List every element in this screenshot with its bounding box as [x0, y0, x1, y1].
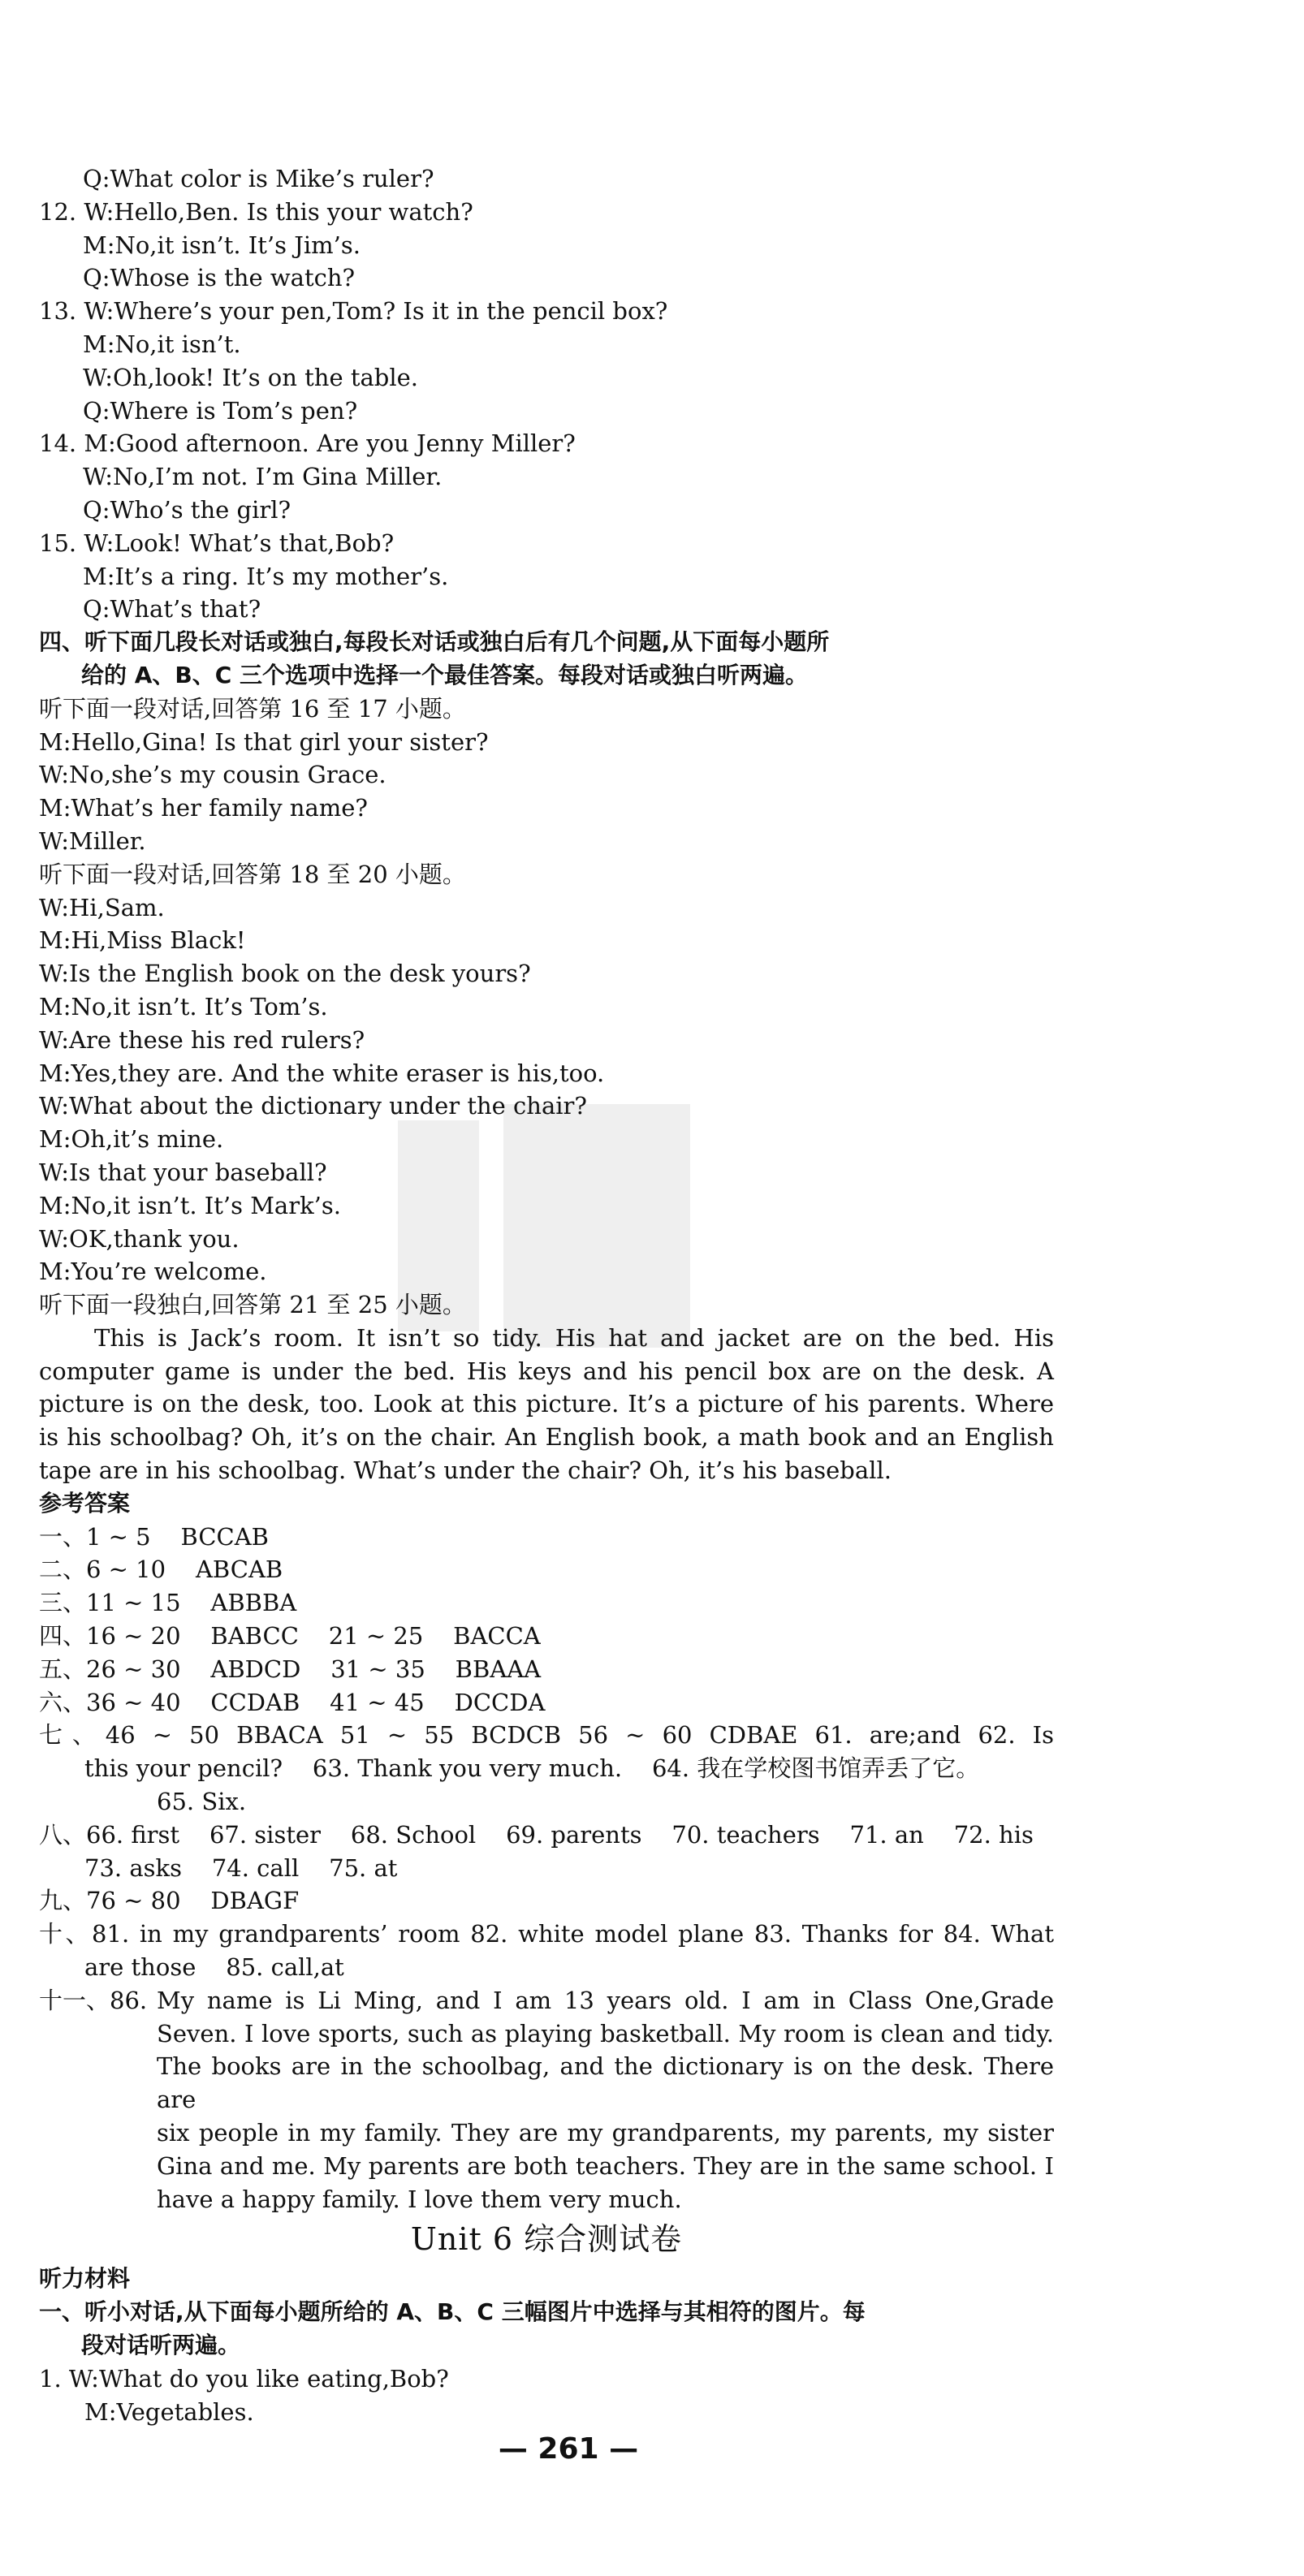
essay-line: six people in my family. They are my grandparents, my parents, my sister	[157, 2119, 1054, 2147]
transcript-line: W:Miller.	[39, 826, 146, 855]
transcript-line: Q:Whose is the watch?	[83, 264, 356, 292]
essay-line: Gina and me. My parents are both teachers. They are in the same school. I	[157, 2151, 1054, 2180]
answer-line: this your pencil? 63. Thank you very much. 64. 我在学校图书馆弄丢了它。	[84, 1754, 980, 1783]
transcript-line: M:What’s her family name?	[39, 794, 368, 822]
transcript-line: W:Oh,look! It’s on the table.	[83, 363, 419, 391]
answer-line: 一、1 ~ 5 BCCAB	[39, 1522, 269, 1551]
section-heading-line: 段对话听两遍。	[81, 2332, 241, 2358]
answer-line: 二、6 ~ 10 ABCAB	[39, 1556, 283, 1584]
answer-line: 六、36 ~ 40 CCDAB 41 ~ 45 DCCDA	[39, 1688, 546, 1716]
transcript-line: W:What about the dictionary under the chair?	[39, 1092, 587, 1120]
listening-questions-11-15	[39, 162, 1054, 626]
transcript-line: M:Oh,it’s mine.	[39, 1125, 224, 1154]
transcript-line: 13. W:Where’s your pen,Tom? Is it in the pencil box?	[39, 297, 668, 326]
essay-line: My name is Li Ming, and I am 13 years old. I am in Class One,Grade	[157, 1986, 1054, 2014]
answer-line: 八、66. first 67. sister 68. School 69. parents 70. teachers 71. an 72. his	[39, 1820, 1034, 1849]
essay-line: have a happy family. I love them very much.	[157, 2185, 682, 2213]
transcript-line: M:It’s a ring. It’s my mother’s.	[83, 562, 449, 590]
transcript-line: Q:Who’s the girl?	[83, 495, 291, 524]
transcript-line: M:Hello,Gina! Is that girl your sister?	[39, 727, 489, 756]
section-1-heading	[39, 2296, 1054, 2362]
transcript-line: M:No,it isn’t. It’s Tom’s.	[39, 992, 328, 1020]
section-heading-line: 给的 A、B、C 三个选项中选择一个最佳答案。每段对话或独白听两遍。	[81, 661, 809, 688]
transcript-line: W:Hi,Sam.	[39, 893, 165, 921]
essay-number: 十一、86.	[39, 1986, 148, 2014]
dialog-transcripts	[39, 693, 1054, 1322]
transcript-line: 听下面一段独白,回答第 21 至 25 小题。	[39, 1291, 466, 1319]
unit-title: Unit 6 综合测试卷	[410, 2221, 683, 2258]
transcript-line: W:No,I’m not. I’m Gina Miller.	[83, 463, 443, 491]
transcript-line: W:No,she’s my cousin Grace.	[39, 761, 386, 789]
transcript-line: 12. W:Hello,Ben. Is this your watch?	[39, 197, 473, 226]
answer-line: 五、26 ~ 30 ABDCD 31 ~ 35 BBAAA	[39, 1655, 542, 1683]
transcript-line: M:Hi,Miss Black!	[39, 926, 246, 955]
transcript-line: M:You’re welcome.	[39, 1258, 267, 1286]
transcript-line: Q:What color is Mike’s ruler?	[83, 165, 434, 192]
answer-line: 三、11 ~ 15 ABBBA	[39, 1589, 297, 1617]
content-column	[39, 162, 1054, 2428]
answer-key	[39, 1521, 1054, 1984]
transcript-line: W:OK,thank you.	[39, 1224, 240, 1253]
answer-line: 四、16 ~ 20 BABCC 21 ~ 25 BACCA	[39, 1622, 541, 1650]
transcript-line: 15. W:Look! What’s that,Bob?	[39, 529, 395, 557]
transcript-line: 听下面一段对话,回答第 18 至 20 小题。	[39, 860, 466, 888]
answer-line: 65. Six.	[157, 1788, 247, 1816]
section-4-heading	[39, 626, 1054, 693]
answer-line: 九、76 ~ 80 DBAGF	[39, 1887, 300, 1915]
answer-line: are those 85. call,at	[84, 1953, 344, 1982]
answer-line: 七、46 ~ 50 BBACA 51 ~ 55 BCDCB 56 ~ 60 CDBAE 61. are;and 62. Is	[39, 1721, 1054, 1750]
transcript-line: 听下面一段对话,回答第 16 至 17 小题。	[39, 694, 466, 723]
transcript-line: M:No,it isn’t.	[83, 330, 241, 358]
monologue-paragraph: This is Jack’s room. It isn’t so tidy. His hat and jacket are on the bed. His computer game is under the bed. His keys and his pencil box are on the desk. A picture is on the desk, too. Look at this picture. It’s a picture of his parents. Where is his schoolbag? Oh, it’s on the chair. An English book, a math book and an English tape are in his schoolbag. What’s under the chair? Oh, it’s his baseball.	[39, 1323, 1054, 1485]
transcript-line: Q:What’s that?	[83, 595, 261, 624]
transcript-line: W:Is the English book on the desk yours?	[39, 960, 531, 988]
transcript-line: M:No,it isn’t. It’s Jim’s.	[83, 231, 361, 259]
transcript-line: M:Vegetables.	[84, 2397, 254, 2426]
transcript-line: M:No,it isn’t. It’s Mark’s.	[39, 1191, 341, 1219]
section-heading-line: 四、听下面几段长对话或独白,每段长对话或独白后有几个问题,从下面每小题所	[39, 628, 830, 656]
transcript-line: W:Is that your baseball?	[39, 1158, 327, 1186]
transcript-line: 1. W:What do you like eating,Bob?	[39, 2364, 449, 2393]
page-number: — 261 —	[498, 2432, 639, 2466]
essay-answer	[39, 1984, 1054, 2216]
essay-line: The books are in the schoolbag, and the dictionary is on the desk. There are	[157, 2052, 1054, 2114]
listening-question-1	[39, 2362, 1054, 2429]
essay-text	[39, 1984, 1054, 2216]
listening-material-title: 听力材料	[39, 2265, 131, 2293]
section-heading-line: 一、听小对话,从下面每小题所给的 A、B、C 三幅图片中选择与其相符的图片。每	[39, 2298, 866, 2326]
essay-line: Seven. I love sports, such as playing basketball. My room is clean and tidy.	[157, 2019, 1054, 2047]
answers-title: 参考答案	[39, 1489, 131, 1517]
transcript-line: W:Are these his red rulers?	[39, 1025, 365, 1054]
answer-line: 十、81. in my grandparents’ room 82. white model plane 83. Thanks for 84. What	[39, 1920, 1054, 1948]
transcript-line: M:Yes,they are. And the white eraser is his,too.	[39, 1059, 605, 1087]
answer-line: 73. asks 74. call 75. at	[84, 1853, 398, 1882]
transcript-line: 14. M:Good afternoon. Are you Jenny Miller?	[39, 429, 576, 458]
transcript-line: Q:Where is Tom’s pen?	[83, 396, 358, 425]
